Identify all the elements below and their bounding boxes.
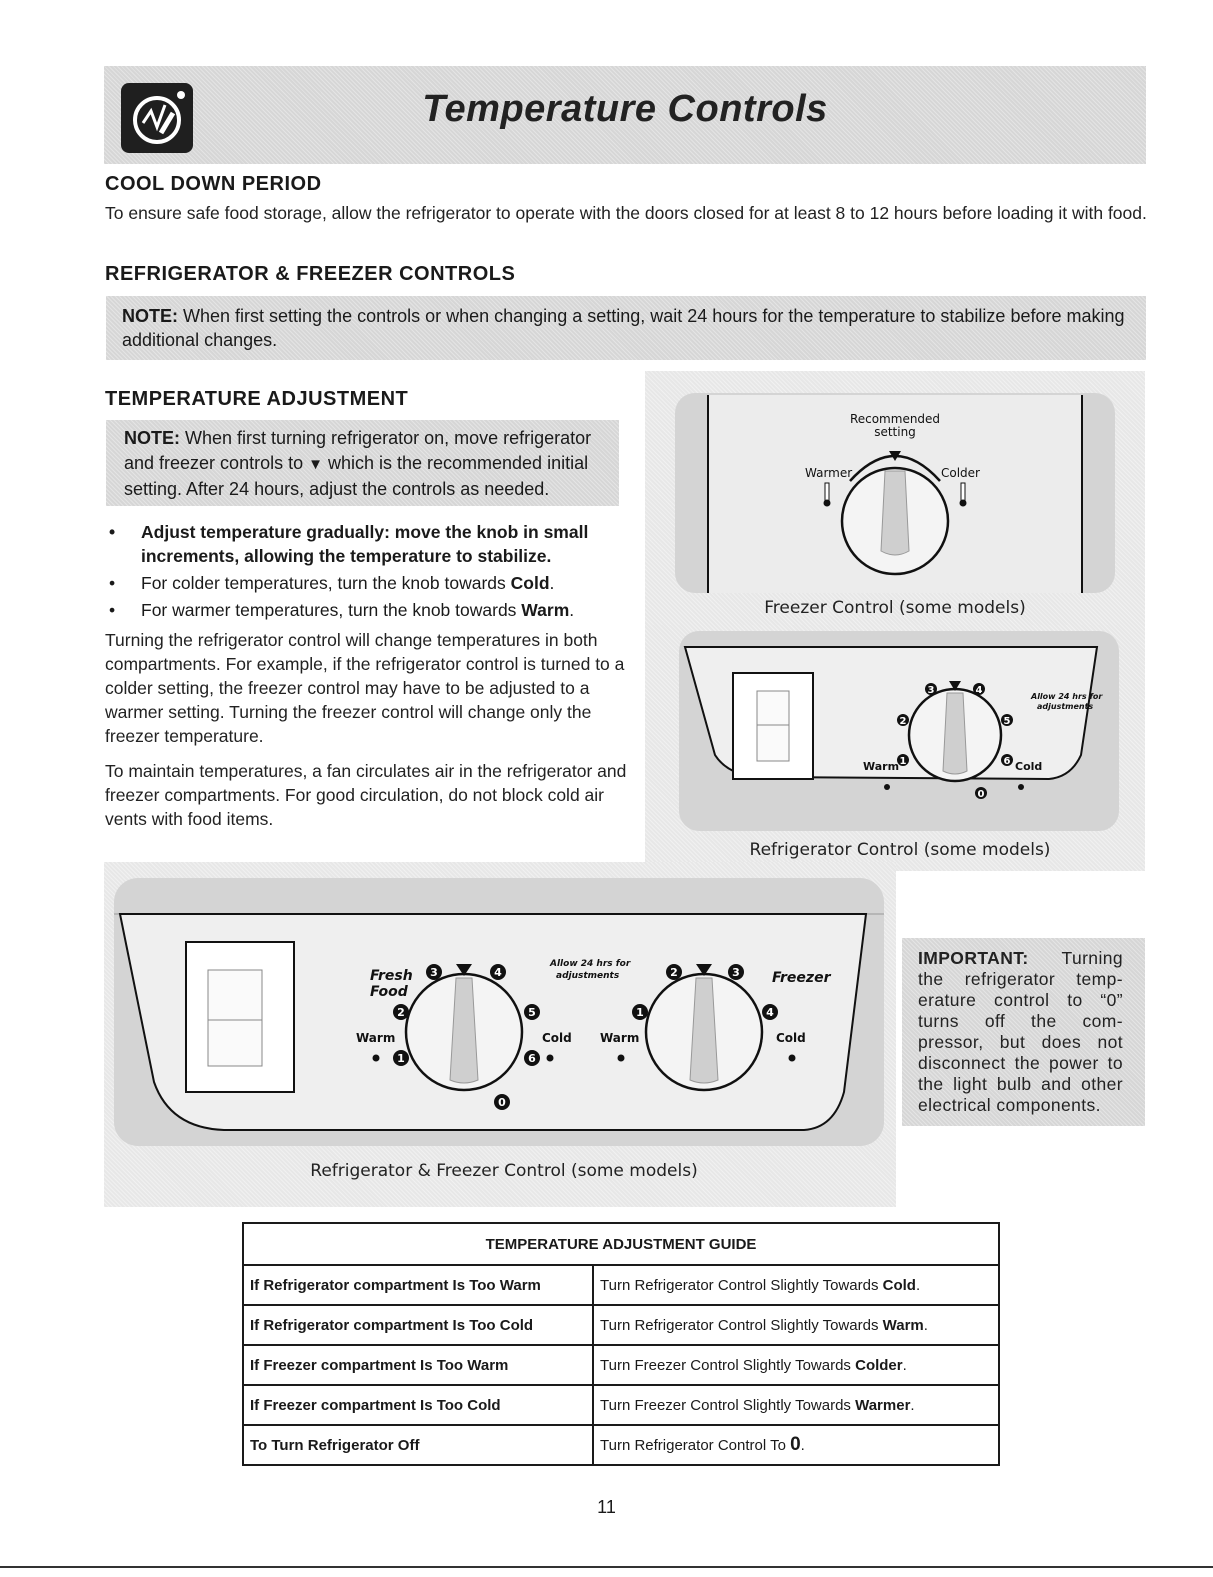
- svg-text:5: 5: [1003, 716, 1011, 727]
- bullet-colder: • For colder temperatures, turn the knob towards Cold.: [105, 571, 630, 595]
- note-text: When first setting the controls or when changing a setting, wait 24 hours for the temperature to stabilize before making additional changes.: [122, 306, 1125, 350]
- svg-text:2: 2: [899, 716, 907, 727]
- svg-text:1: 1: [397, 1052, 405, 1065]
- freezer-control-figure: [645, 371, 1145, 625]
- table-title: TEMPERATURE ADJUSTMENT GUIDE: [243, 1223, 999, 1265]
- note-text-2: which is the recommended initial setting. After 24 hours, adjust the controls as needed.: [124, 453, 589, 499]
- table-row: To Turn Refrigerator Off Turn Refrigerator Control To 0.: [243, 1425, 999, 1465]
- paragraph-maintain: To maintain temperatures, a fan circulates air in the refrigerator and freezer compartments. For good circulation, do not block cold air vents with food items.: [105, 761, 627, 829]
- note-label: NOTE:: [124, 428, 180, 448]
- freezer-cold-label: Cold: [776, 1031, 806, 1045]
- adjustment-note: [124, 426, 614, 502]
- svg-text:6: 6: [1003, 756, 1011, 767]
- paragraph-turning: Turning the refrigerator control will change temperatures in both compartments. For example, if the refrigerator control is turned to a colder setting, the freezer control may have to be adjusted to a warmer setting. Turning the freezer control will change only the freezer temperature.: [105, 630, 625, 746]
- freezer-control-caption: Freezer Control (some models): [764, 598, 1026, 618]
- page-title: Temperature Controls: [422, 88, 828, 130]
- temperature-adjustment-guide-table: [242, 1222, 1000, 1466]
- svg-text:4: 4: [494, 966, 502, 979]
- bottom-rule: [0, 1566, 1213, 1568]
- adjustment-heading: TEMPERATURE ADJUSTMENT: [105, 388, 409, 410]
- adjustment-bullets: [105, 520, 630, 625]
- refrigerator-control-figure: [645, 625, 1145, 871]
- important-text: Turning the refrigerator temp-erature control to “0” turns off the com-pressor, but does not disconnect the power to the light bulb and other electrical components.: [918, 948, 1123, 1115]
- bullet-warmer: • For warmer temperatures, turn the knob towards Warm.: [105, 598, 630, 622]
- svg-text:6: 6: [528, 1052, 536, 1065]
- controls-heading: REFRIGERATOR & FREEZER CONTROLS: [105, 263, 516, 285]
- svg-text:4: 4: [766, 1006, 774, 1019]
- controls-note: [122, 304, 1132, 352]
- food-label: Food: [370, 984, 408, 1000]
- allow-24-label: Allow 24 hrs for: [1031, 692, 1103, 701]
- recommended-setting-symbol: ▼: [308, 456, 323, 473]
- adjustments-label: adjustments: [556, 971, 620, 981]
- cool-down-text: To ensure safe food storage, allow the refrigerator to operate with the doors closed for at least 8 to 12 hours before loading it with food.: [105, 203, 1147, 223]
- bullet-gradually: • Adjust temperature gradually: move the knob in small increments, allowing the temperature to stabilize.: [105, 520, 630, 568]
- svg-text:5: 5: [528, 1006, 536, 1019]
- warm-label: Warm: [863, 760, 900, 773]
- allow-24-label: Allow 24 hrs for: [550, 959, 631, 969]
- svg-text:0: 0: [498, 1096, 506, 1109]
- fresh-warm-label: Warm: [356, 1031, 396, 1045]
- note-text-1: When first turning refrigerator on, move refrigerator and freezer controls to: [124, 428, 592, 473]
- table-row: If Freezer compartment Is Too Warm Turn Freezer Control Slightly Towards Colder.: [243, 1345, 999, 1385]
- svg-text:2: 2: [397, 1006, 405, 1019]
- table-row: If Refrigerator compartment Is Too Cold Turn Refrigerator Control Slightly Towards Warm.: [243, 1305, 999, 1345]
- warmer-label: Warmer: [805, 466, 853, 480]
- table-row: If Freezer compartment Is Too Cold Turn Freezer Control Slightly Towards Warmer.: [243, 1385, 999, 1425]
- colder-label: Colder: [941, 466, 980, 480]
- cool-down-heading: COOL DOWN PERIOD: [105, 173, 322, 195]
- adjustments-label: adjustments: [1037, 702, 1094, 711]
- svg-text:0: 0: [977, 789, 985, 800]
- fresh-cold-label: Cold: [542, 1031, 572, 1045]
- important-note: [918, 948, 1123, 1116]
- freezer-warm-label: Warm: [600, 1031, 640, 1045]
- svg-text:2: 2: [670, 966, 678, 979]
- svg-text:3: 3: [732, 966, 740, 979]
- freezer-label: Freezer: [772, 970, 831, 986]
- refrigerator-control-caption: Refrigerator Control (some models): [749, 840, 1051, 860]
- combo-control-figure: [104, 862, 896, 1207]
- page-number: 11: [597, 1497, 616, 1517]
- table-row: If Refrigerator compartment Is Too Warm Turn Refrigerator Control Slightly Towards Cold.: [243, 1265, 999, 1305]
- svg-text:1: 1: [636, 1006, 644, 1019]
- svg-text:1: 1: [899, 756, 907, 767]
- cold-label: Cold: [1015, 760, 1043, 773]
- svg-text:4: 4: [975, 685, 983, 696]
- important-label: IMPORTANT:: [918, 948, 1029, 968]
- combo-control-caption: Refrigerator & Freezer Control (some models): [310, 1161, 698, 1181]
- recommended-label: Recommended: [849, 412, 941, 426]
- setting-label: setting: [874, 425, 916, 439]
- note-label: NOTE:: [122, 306, 178, 326]
- svg-text:3: 3: [927, 685, 935, 696]
- fresh-label: Fresh: [370, 968, 413, 984]
- svg-text:3: 3: [430, 966, 438, 979]
